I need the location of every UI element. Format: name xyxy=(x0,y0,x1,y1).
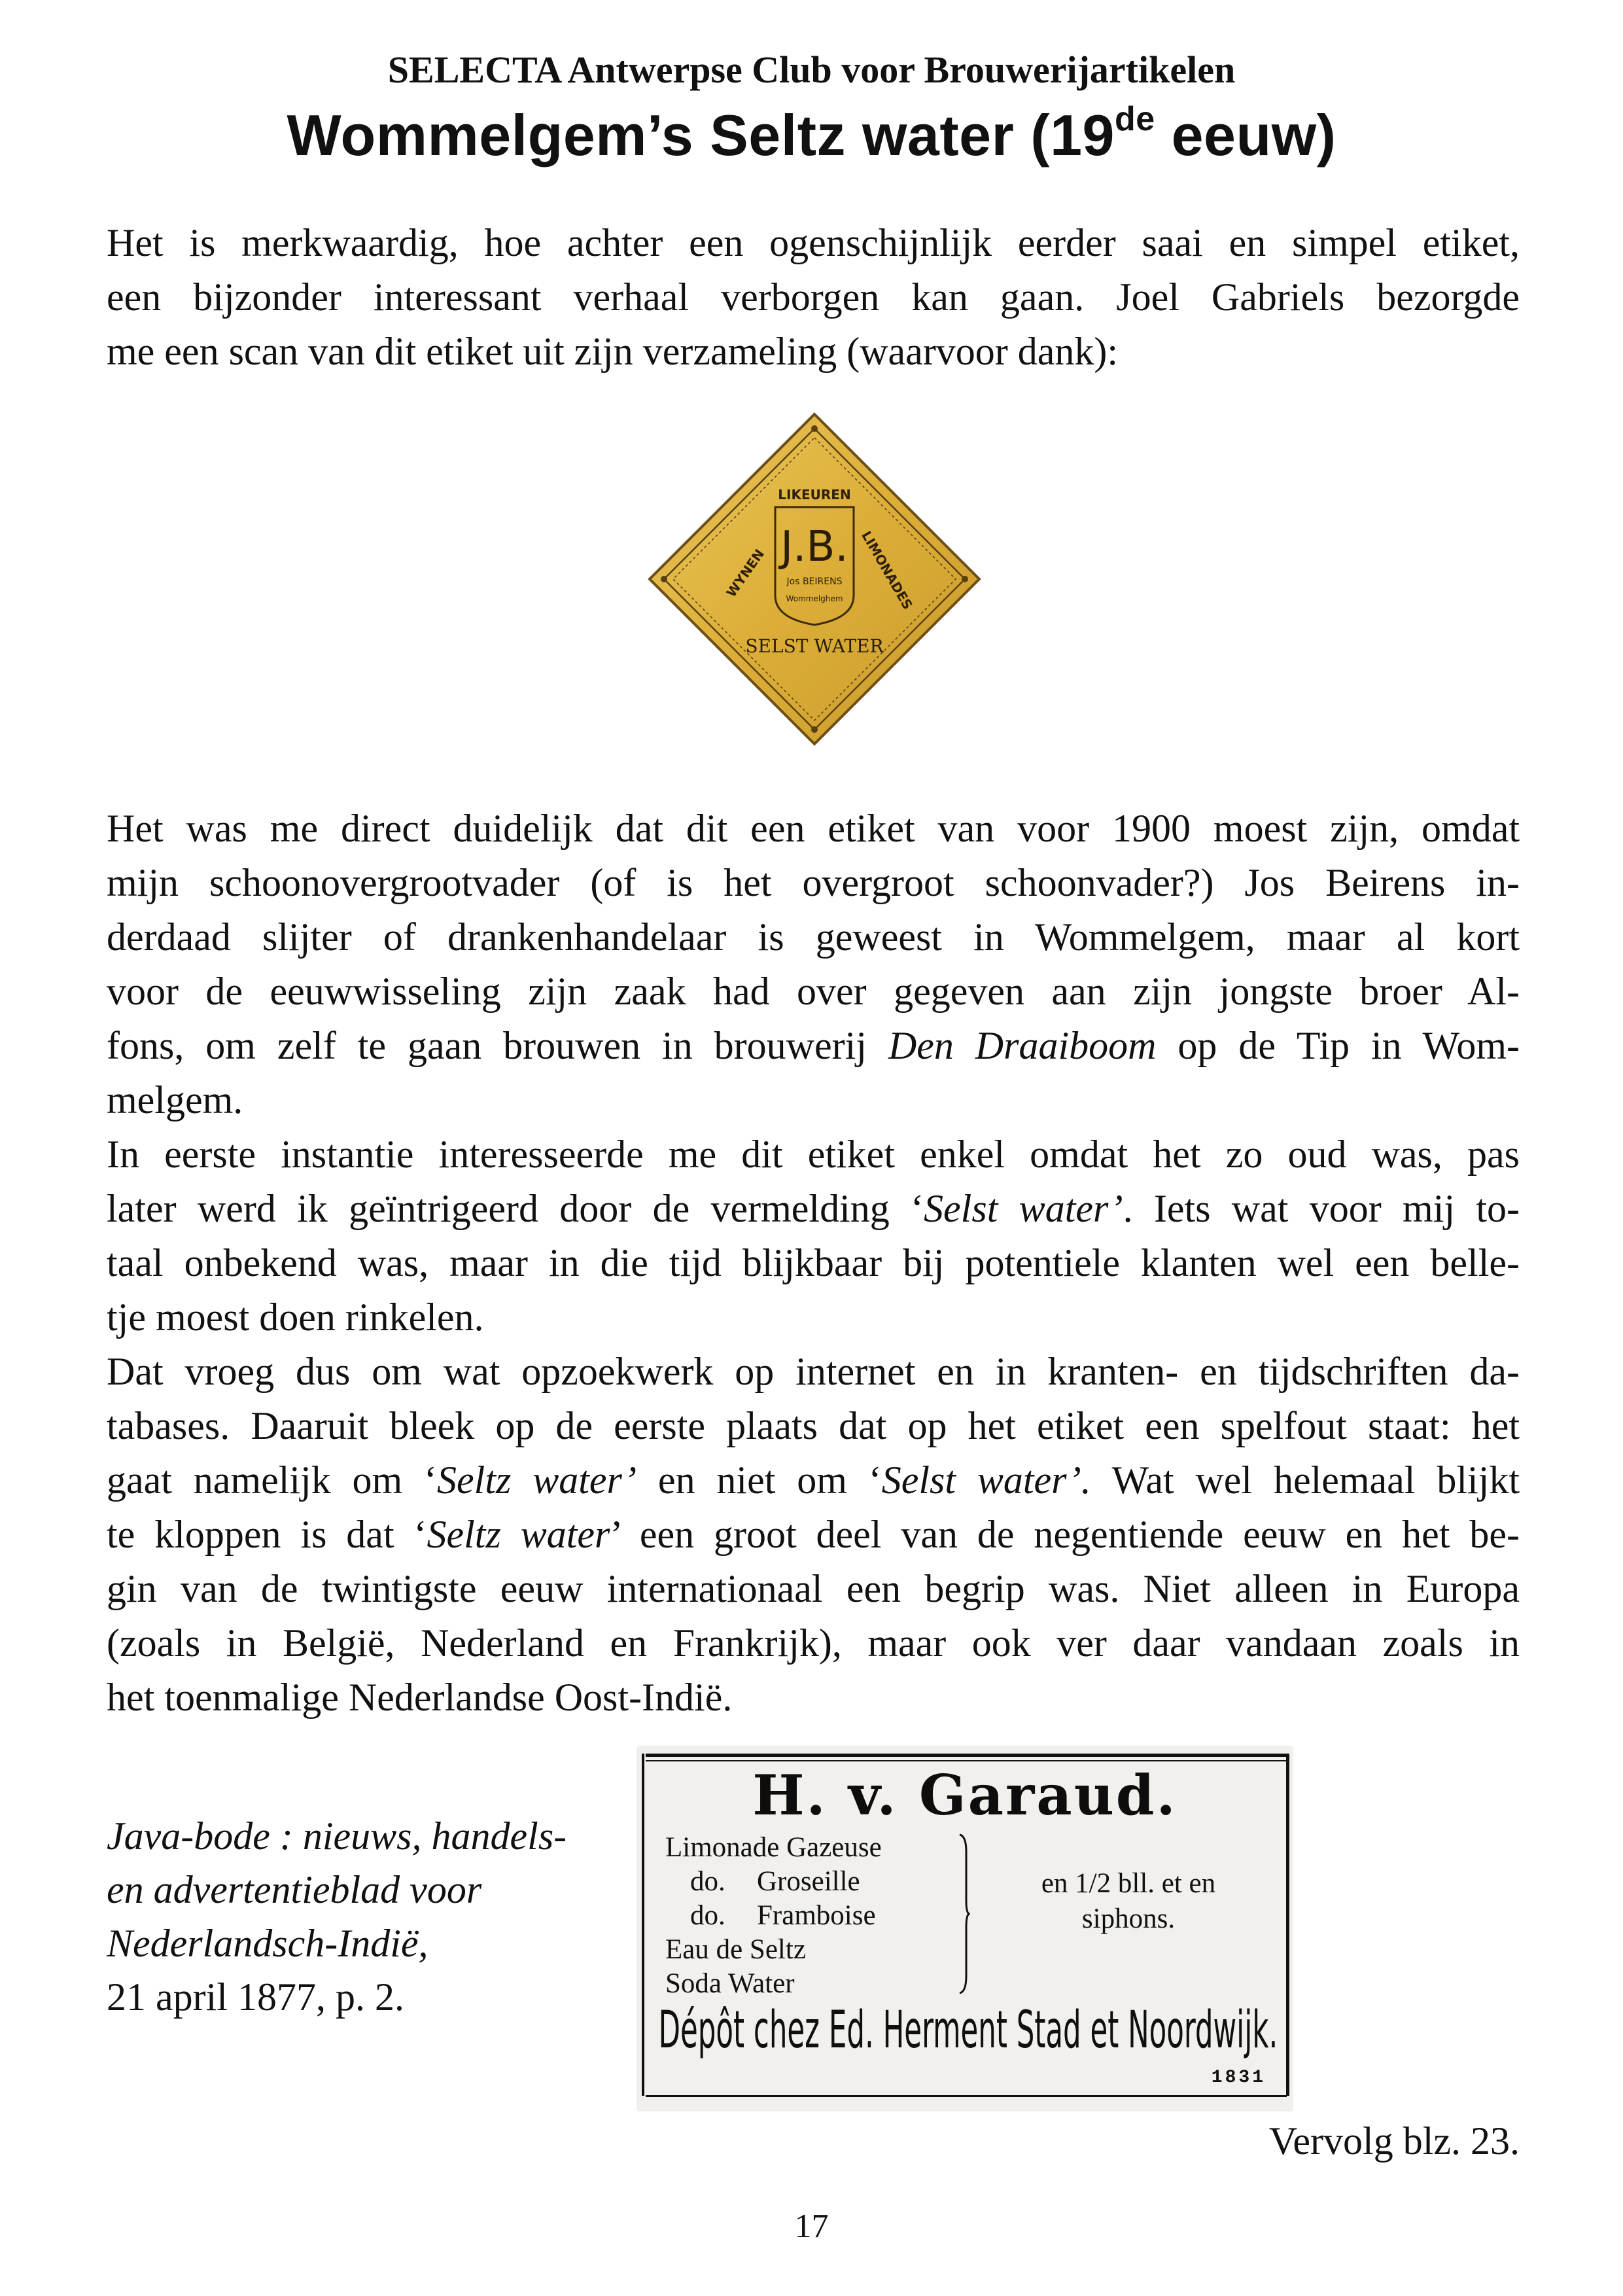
label-initials: J.B. xyxy=(780,523,848,571)
ad-item-name: Groseille xyxy=(757,1866,860,1897)
body-line: derdaad slijter of drankenhandelaar is geweest in Wommelgem, maar al kort xyxy=(107,915,1520,959)
label-left-text: WYNEN xyxy=(723,546,768,601)
ad-packaging-line: siphons. xyxy=(1081,1903,1176,1934)
ad-item xyxy=(665,1865,973,1899)
body-line: gin van de twintigste eeuw internationaal een begrip was. Niet alleen in Europa xyxy=(107,1567,1520,1610)
body-text: . Iets wat voor mij to- xyxy=(1123,1187,1520,1230)
intro-line: Het is merkwaardig, hoe achter een ogenschijnlijk eerder saai en simpel etiket, xyxy=(107,221,1520,264)
newspaper-advertisement xyxy=(638,1747,1292,2110)
body-line xyxy=(107,1182,1520,1236)
caption-date: 21 april 1877, p. 2. xyxy=(107,1975,404,2019)
body-line: het toenmalige Nederlandse Oost-Indië. xyxy=(107,1676,733,1719)
clipping-caption xyxy=(107,1809,630,2024)
title-superscript: de xyxy=(1114,100,1155,138)
ad-number: 1831 xyxy=(1211,2068,1266,2088)
seltz-quote: Seltz water’ xyxy=(437,1458,637,1502)
ad-border-bottom xyxy=(646,2095,1287,2097)
body-text: en niet om ‘ xyxy=(637,1458,882,1502)
label-owner: Jos BEIRENS xyxy=(786,576,843,587)
label-right-text: LIMONADES xyxy=(858,528,916,612)
body-line xyxy=(107,1453,1520,1508)
intro-line: me een scan van dit etiket uit zijn verzameling (waarvoor dank): xyxy=(107,330,1119,373)
body-line xyxy=(107,1508,1520,1562)
ad-item: Limonade Gazeuse xyxy=(665,1832,882,1863)
body-text: fons, om zelf te gaan brouwen in brouwerij xyxy=(107,1024,888,1067)
ad-packaging-line: en 1/2 bll. et en xyxy=(1041,1868,1216,1899)
label-bottom-text: SELST WATER xyxy=(745,635,884,657)
brace-icon xyxy=(957,1832,970,1996)
intro-line: een bijzonder interessant verhaal verborgen kan gaan. Joel Gabriels bezorgde xyxy=(107,275,1520,319)
ad-vendor-name: H. v. Garaud. xyxy=(752,1763,1178,1828)
brewery-name: Den Draaiboom xyxy=(888,1024,1157,1067)
ad-depot-line xyxy=(657,1999,1278,2062)
ad-border-top-thin xyxy=(646,1760,1287,1761)
ad-packaging xyxy=(985,1866,1272,1937)
caption-source: Nederlandsch-Indië, xyxy=(107,1922,428,1965)
body-text: later werd ik geïntrigeerd door de vermelding ‘ xyxy=(107,1187,924,1230)
body-line xyxy=(107,1019,1520,1073)
body-line: tabases. Daaruit bleek op de eerste plaats dat op het etiket een spelfout staat: het xyxy=(107,1404,1520,1447)
label-quote: Selst water’ xyxy=(924,1187,1123,1230)
selst-quote: Selst water’. xyxy=(881,1458,1091,1502)
body-line: tje moest doen rinkelen. xyxy=(107,1296,484,1339)
title-end: eeuw) xyxy=(1155,103,1336,168)
ad-item: Eau de Seltz xyxy=(665,1934,806,1965)
page-number: 17 xyxy=(794,2208,829,2245)
ad-product-list xyxy=(665,1831,973,2001)
ad-item-name: Framboise xyxy=(757,1900,876,1931)
body-text: te kloppen is dat ‘ xyxy=(107,1513,427,1556)
intro-paragraph xyxy=(107,216,1520,379)
body-line: melgem. xyxy=(107,1078,243,1122)
ad-ditto: do. xyxy=(690,1866,725,1897)
body-text: Wat wel helemaal blijkt xyxy=(1091,1458,1520,1502)
body-line: taal onbekend was, maar in die tijd blijkbaar bij potentiele klanten wel een belle- xyxy=(107,1241,1520,1284)
club-header: SELECTA Antwerpse Club voor Brouwerijartikelen xyxy=(387,48,1236,91)
title-main: Wommelgem’s Seltz water (19 xyxy=(287,103,1115,168)
ad-item: Soda Water xyxy=(665,1968,795,1999)
seltz-quote: Seltz water xyxy=(427,1513,610,1556)
ad-ditto: do. xyxy=(690,1900,725,1931)
body-line: Dat vroeg dus om wat opzoekwerk op internet en in kranten- en tijdschriften da- xyxy=(107,1350,1520,1393)
body-text: gaat namelijk om ‘ xyxy=(107,1458,438,1502)
label-diamond xyxy=(644,409,985,749)
label-town: Wommelghem xyxy=(786,594,843,603)
body-line: In eerste instantie interesseerde me dit etiket enkel omdat het zo oud was, pas xyxy=(107,1133,1520,1176)
ad-item xyxy=(665,1899,973,1933)
label-top-text: LIKEUREN xyxy=(778,487,851,503)
caption-source: Java-bode : nieuws, handels- xyxy=(107,1814,567,1858)
beer-label-image xyxy=(644,409,985,749)
ad-depot-text: Dépôt chez Ed. Herment Stad et Noordwijk. xyxy=(658,2001,1278,2060)
continued-note: Vervolg blz. 23. xyxy=(1268,2119,1520,2163)
body-line: voor de eeuwwisseling zijn zaak had over gegeven aan zijn jongste broer Al- xyxy=(107,970,1520,1013)
article-title xyxy=(0,99,1623,171)
ad-border-top xyxy=(646,1754,1287,1757)
body-text: ’ een groot deel van de negentiende eeuw en het be- xyxy=(610,1513,1520,1556)
body-line: Het was me direct duidelijk dat dit een etiket van voor 1900 moest zijn, omdat xyxy=(107,807,1520,850)
caption-source: en advertentieblad voor xyxy=(107,1868,482,1911)
body-line: mijn schoonovergrootvader (of is het overgroot schoonvader?) Jos Beirens in- xyxy=(107,861,1520,904)
body-line: (zoals in België, Nederland en Frankrijk), maar ook ver daar vandaan zoals in xyxy=(107,1621,1520,1665)
body-text: op de Tip in Wom- xyxy=(1156,1024,1520,1067)
body-paragraph xyxy=(107,802,1520,1725)
